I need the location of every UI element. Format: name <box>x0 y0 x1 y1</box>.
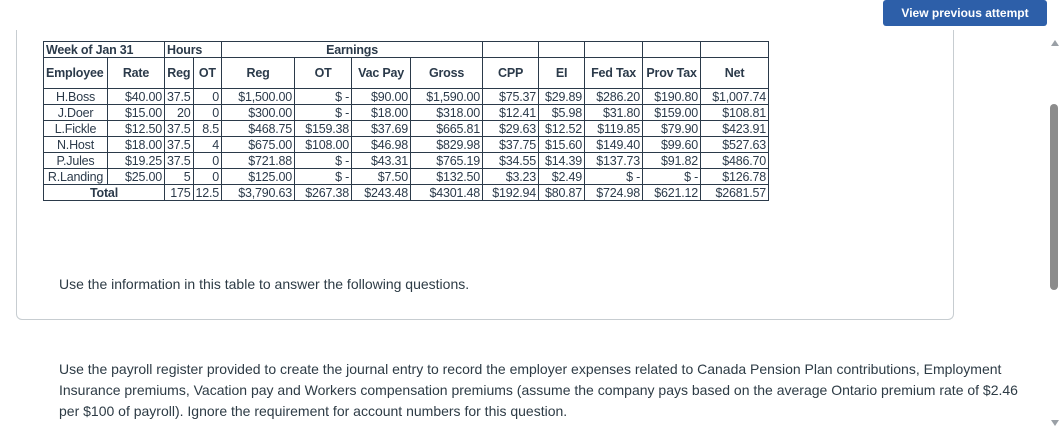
employee-header: Employee <box>44 58 108 89</box>
gross-cell: $318.00 <box>411 105 483 121</box>
fed-tax-cell: $ - <box>585 169 643 185</box>
net-cell: $108.81 <box>701 105 769 121</box>
table-row <box>44 169 769 185</box>
empty-header-cell <box>701 42 769 58</box>
gross-cell: $765.19 <box>411 153 483 169</box>
prov-tax-cell: $159.00 <box>643 105 701 121</box>
rate-header: Rate <box>108 58 165 89</box>
scrollbar-thumb[interactable] <box>1050 104 1058 290</box>
reg-earnings-cell: $721.88 <box>222 153 295 169</box>
ei-cell: $29.89 <box>539 89 585 105</box>
rate-cell: $18.00 <box>108 137 165 153</box>
prov-tax-header: Prov Tax <box>643 58 701 89</box>
gross-header: Gross <box>411 58 483 89</box>
rate-cell: $40.00 <box>108 89 165 105</box>
ot-earnings-cell: $ - <box>295 153 352 169</box>
ei-cell: $80.87 <box>539 185 585 201</box>
rate-cell: $25.00 <box>108 169 165 185</box>
cpp-cell: $34.55 <box>483 153 539 169</box>
rate-cell: $15.00 <box>108 105 165 121</box>
ei-cell: $2.49 <box>539 169 585 185</box>
table-row <box>44 105 769 121</box>
ot-hours-cell: 8.5 <box>193 121 222 137</box>
employee-cell: J.Doer <box>44 105 108 121</box>
ei-cell: $15.60 <box>539 137 585 153</box>
ot-earnings-cell: $267.38 <box>295 185 352 201</box>
ei-cell: $14.39 <box>539 153 585 169</box>
prov-tax-cell: $91.82 <box>643 153 701 169</box>
ot-earnings-header: OT <box>295 58 352 89</box>
net-cell: $126.78 <box>701 169 769 185</box>
net-cell: $527.63 <box>701 137 769 153</box>
employee-cell: H.Boss <box>44 89 108 105</box>
cpp-cell: $29.63 <box>483 121 539 137</box>
reg-hours-cell: 37.5 <box>165 121 194 137</box>
reg-earnings-cell: $125.00 <box>222 169 295 185</box>
cpp-cell: $3.23 <box>483 169 539 185</box>
reg-hours-cell: 37.5 <box>165 153 194 169</box>
ot-hours-cell: 0 <box>193 169 222 185</box>
employee-cell: P.Jules <box>44 153 108 169</box>
fed-tax-cell: $137.73 <box>585 153 643 169</box>
empty-header-cell <box>585 42 643 58</box>
fed-tax-cell: $724.98 <box>585 185 643 201</box>
ot-earnings-cell: $ - <box>295 169 352 185</box>
reg-earnings-header: Reg <box>222 58 295 89</box>
table-row <box>44 153 769 169</box>
gross-cell: $829.98 <box>411 137 483 153</box>
net-cell: $1,007.74 <box>701 89 769 105</box>
net-cell: $423.91 <box>701 121 769 137</box>
earnings-header: Earnings <box>222 42 483 58</box>
fed-tax-cell: $119.85 <box>585 121 643 137</box>
employee-cell: L.Fickle <box>44 121 108 137</box>
reg-earnings-cell: $468.75 <box>222 121 295 137</box>
reg-hours-cell: 175 <box>165 185 194 201</box>
employee-cell: N.Host <box>44 137 108 153</box>
vac-pay-cell: $37.69 <box>352 121 411 137</box>
cpp-cell: $37.75 <box>483 137 539 153</box>
ot-earnings-cell: $108.00 <box>295 137 352 153</box>
payroll-register-table <box>43 41 769 201</box>
question-text: Use the payroll register provided to create the journal entry to record the employer expenses related to Canada Pension Plan contributions, Employment Insurance premiums, Vacation pay and Workers compensation premiums (assume the company pays based on the average Ontario premium rate of $2.46 per $100 of payroll). Ignore the requirement for account numbers for this question. <box>59 361 1018 419</box>
ot-hours-header: OT <box>193 58 222 89</box>
scroll-up-arrow-icon[interactable] <box>1051 40 1059 46</box>
reg-hours-cell: 37.5 <box>165 89 194 105</box>
prov-tax-cell: $79.90 <box>643 121 701 137</box>
prov-tax-cell: $190.80 <box>643 89 701 105</box>
reg-earnings-cell: $300.00 <box>222 105 295 121</box>
ei-header: EI <box>539 58 585 89</box>
rate-cell: $12.50 <box>108 121 165 137</box>
reg-hours-cell: 20 <box>165 105 194 121</box>
net-cell: $2681.57 <box>701 185 769 201</box>
vac-pay-cell: $46.98 <box>352 137 411 153</box>
ot-hours-cell: 0 <box>193 105 222 121</box>
ot-hours-cell: 0 <box>193 153 222 169</box>
ei-cell: $5.98 <box>539 105 585 121</box>
ot-earnings-cell: $159.38 <box>295 121 352 137</box>
week-header: Week of Jan 31 <box>44 42 165 58</box>
fed-tax-cell: $31.80 <box>585 105 643 121</box>
cpp-cell: $192.94 <box>483 185 539 201</box>
reg-earnings-cell: $3,790.63 <box>222 185 295 201</box>
fed-tax-cell: $286.20 <box>585 89 643 105</box>
ot-hours-cell: 12.5 <box>193 185 222 201</box>
employee-cell: R.Landing <box>44 169 108 185</box>
fed-tax-header: Fed Tax <box>585 58 643 89</box>
reg-hours-header: Reg <box>165 58 194 89</box>
ei-cell: $12.52 <box>539 121 585 137</box>
total-label-cell: Total <box>44 185 165 201</box>
ot-hours-cell: 4 <box>193 137 222 153</box>
prov-tax-cell: $99.60 <box>643 137 701 153</box>
net-cell: $486.70 <box>701 153 769 169</box>
scroll-down-arrow-icon[interactable] <box>1051 420 1059 426</box>
prov-tax-cell: $ - <box>643 169 701 185</box>
net-header: Net <box>701 58 769 89</box>
empty-header-cell <box>643 42 701 58</box>
table-row <box>44 121 769 137</box>
cpp-header: CPP <box>483 58 539 89</box>
table-header-row-2 <box>44 58 769 89</box>
prov-tax-cell: $621.12 <box>643 185 701 201</box>
ot-earnings-cell: $ - <box>295 105 352 121</box>
reg-earnings-cell: $1,500.00 <box>222 89 295 105</box>
vac-pay-cell: $7.50 <box>352 169 411 185</box>
table-row <box>44 89 769 105</box>
empty-header-cell <box>539 42 585 58</box>
cpp-cell: $75.37 <box>483 89 539 105</box>
instruction-text: Use the information in this table to answer the following questions. <box>59 276 470 292</box>
vac-pay-cell: $18.00 <box>352 105 411 121</box>
table-row <box>44 137 769 153</box>
vac-pay-cell: $90.00 <box>352 89 411 105</box>
fed-tax-cell: $149.40 <box>585 137 643 153</box>
gross-cell: $132.50 <box>411 169 483 185</box>
cpp-cell: $12.41 <box>483 105 539 121</box>
reg-hours-cell: 5 <box>165 169 194 185</box>
gross-cell: $1,590.00 <box>411 89 483 105</box>
scrollbar[interactable] <box>1049 38 1059 428</box>
ot-earnings-cell: $ - <box>295 89 352 105</box>
vac-pay-header: Vac Pay <box>352 58 411 89</box>
view-previous-attempt-button[interactable]: View previous attempt <box>883 0 1047 26</box>
gross-cell: $4301.48 <box>411 185 483 201</box>
vac-pay-cell: $43.31 <box>352 153 411 169</box>
vac-pay-cell: $243.48 <box>352 185 411 201</box>
empty-header-cell <box>483 42 539 58</box>
table-header-row-1 <box>44 42 769 58</box>
hours-header: Hours <box>165 42 222 58</box>
reg-earnings-cell: $675.00 <box>222 137 295 153</box>
rate-cell: $19.25 <box>108 153 165 169</box>
ot-hours-cell: 0 <box>193 89 222 105</box>
reg-hours-cell: 37.5 <box>165 137 194 153</box>
total-row <box>44 185 769 201</box>
gross-cell: $665.81 <box>411 121 483 137</box>
